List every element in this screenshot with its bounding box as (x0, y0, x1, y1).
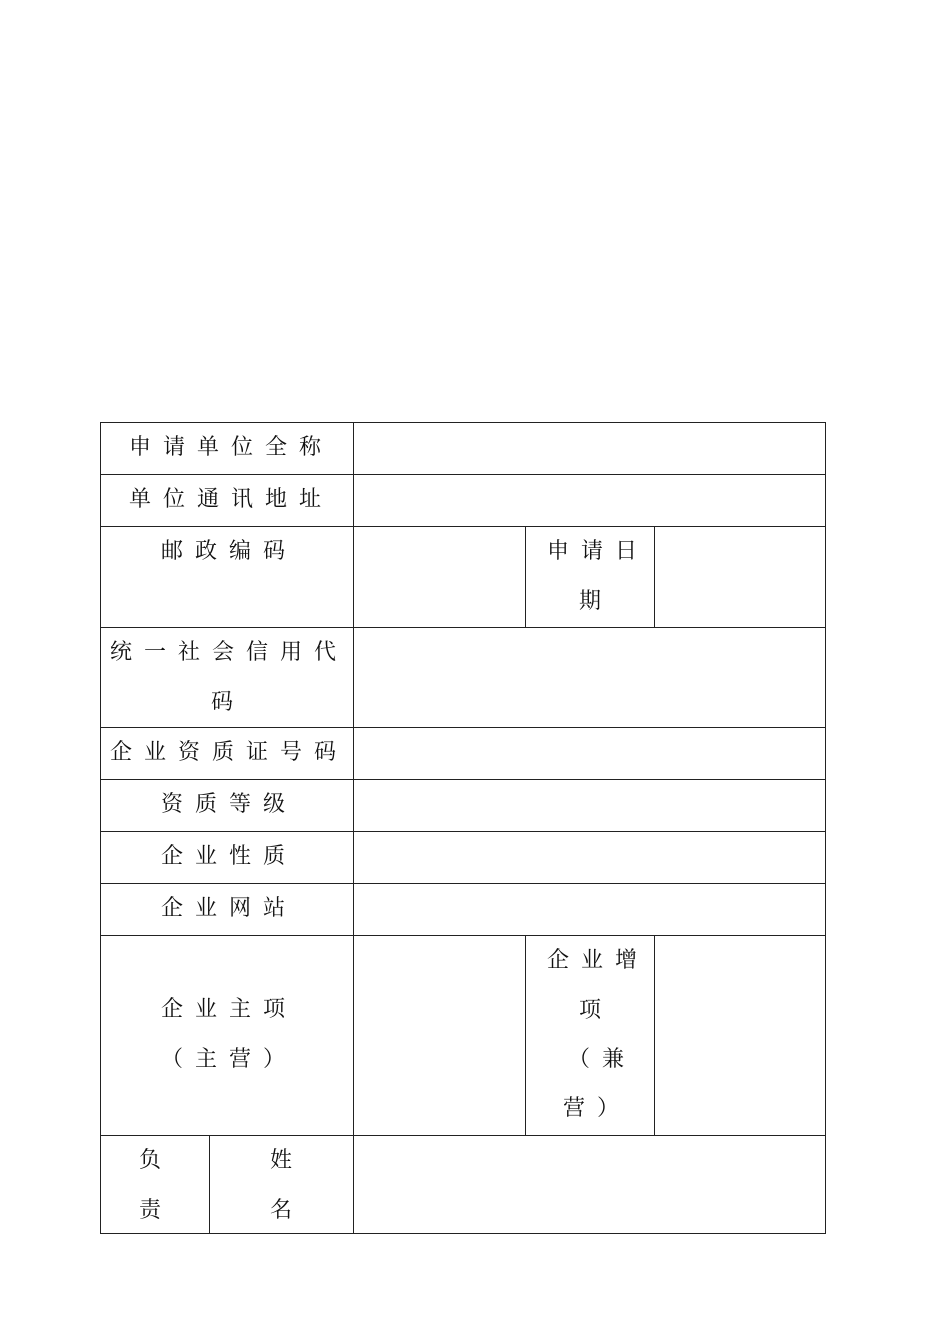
label-postal-code: 邮政编码 (161, 539, 298, 564)
label-person-in-charge-cont: 责 (139, 1198, 174, 1223)
label-apply-date-cont: 期 (579, 589, 614, 614)
column-divider (525, 526, 526, 627)
label-name-cont: 名 (270, 1198, 305, 1223)
label-credit-code: 统一社会信用代 (110, 640, 349, 665)
field-apply-date[interactable] (655, 527, 825, 627)
label-unit-address: 单位通讯地址 (129, 487, 334, 512)
field-unit-full-name[interactable] (354, 423, 825, 474)
field-enterprise-nature[interactable] (354, 832, 825, 883)
label-main-business-cont: （主营） (161, 1047, 298, 1072)
label-person-in-charge: 负 (139, 1148, 174, 1173)
field-enterprise-website[interactable] (354, 884, 825, 935)
field-name[interactable] (354, 1136, 825, 1233)
field-qualification-level[interactable] (354, 780, 825, 831)
label-name: 姓 (270, 1148, 305, 1173)
label-extra-business: 企业增 (547, 948, 650, 973)
field-extra-business[interactable] (655, 936, 825, 1135)
field-qualification-cert[interactable] (354, 728, 825, 779)
field-main-business[interactable] (354, 936, 525, 1135)
column-divider (525, 935, 526, 1135)
label-extra-business-cont3: 营） (563, 1096, 632, 1121)
application-form-table (100, 422, 826, 1234)
label-apply-date: 申请日 (547, 539, 650, 564)
label-credit-code-cont: 码 (211, 690, 246, 715)
label-enterprise-website: 企业网站 (161, 896, 298, 921)
field-postal-code[interactable] (354, 527, 525, 627)
label-qualification-level: 资质等级 (161, 792, 298, 817)
label-extra-business-cont2: （兼 (568, 1047, 637, 1072)
label-main-business: 企业主项 (161, 997, 298, 1022)
field-unit-address[interactable] (354, 475, 825, 526)
label-unit-full-name: 申请单位全称 (129, 435, 334, 460)
label-qualification-cert: 企业资质证号码 (110, 740, 349, 765)
column-divider (209, 1135, 210, 1233)
field-credit-code[interactable] (354, 628, 825, 727)
label-enterprise-nature: 企业性质 (161, 844, 298, 869)
label-extra-business-cont: 项 (579, 998, 614, 1023)
